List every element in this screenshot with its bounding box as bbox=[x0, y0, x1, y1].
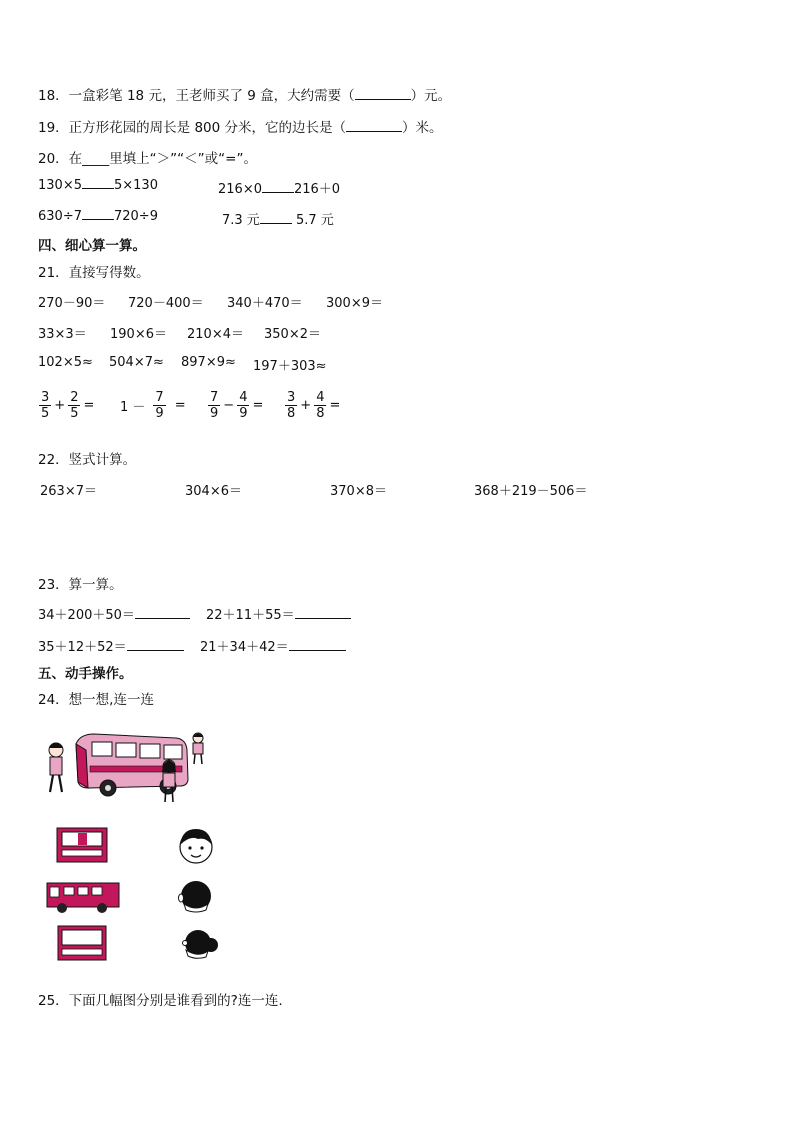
equals-sign: = bbox=[329, 398, 341, 413]
compare-left: 630÷7 bbox=[38, 209, 82, 224]
compare-right: 216＋0 bbox=[293, 182, 341, 197]
calc-expression: 21＋34＋42＝ bbox=[200, 640, 289, 655]
calc-expression: 35＋12＋52＝ bbox=[38, 640, 127, 655]
calc-item: 33×3＝ bbox=[38, 327, 87, 342]
calc-item bbox=[38, 636, 184, 655]
section-4-heading: 四、细心算一算。 bbox=[38, 238, 146, 254]
bus-side-view-icon[interactable] bbox=[46, 880, 120, 916]
calc-item: 340＋470＝ bbox=[227, 296, 303, 311]
q19-answer-blank[interactable] bbox=[346, 131, 402, 132]
calc-expression: 34＋200＋50＝ bbox=[38, 608, 135, 623]
calc-item bbox=[38, 604, 190, 623]
compare-item bbox=[38, 209, 158, 224]
compare-left: 216×0 bbox=[218, 182, 262, 197]
calc-item: 210×4＝ bbox=[187, 327, 244, 342]
compare-blank[interactable] bbox=[82, 188, 114, 189]
q19-text-post: ）米。 bbox=[402, 120, 443, 136]
fraction: $\frac{7}{9}$ bbox=[155, 390, 164, 421]
fraction: $\frac{7}{9}$ bbox=[210, 390, 219, 421]
compare-item bbox=[222, 209, 334, 228]
operator: + bbox=[300, 398, 312, 413]
q19-text-pre: 19．正方形花园的周长是 800 分米，它的边长是（ bbox=[38, 120, 347, 136]
operator: − bbox=[223, 398, 235, 413]
question-23-title: 23．算一算。 bbox=[38, 577, 123, 593]
compare-item bbox=[218, 178, 340, 197]
answer-blank[interactable] bbox=[295, 618, 351, 619]
calc-item: 897×9≈ bbox=[181, 355, 236, 370]
q18-answer-blank[interactable] bbox=[355, 99, 411, 100]
boy-head-back-icon[interactable] bbox=[176, 876, 216, 914]
compare-right: 720÷9 bbox=[113, 209, 158, 224]
equals-sign: = bbox=[83, 398, 95, 413]
calc-item: 190×6＝ bbox=[110, 327, 167, 342]
fraction-expression bbox=[207, 390, 263, 421]
fraction: $\frac{2}{5}$ bbox=[70, 390, 79, 421]
question-22-title: 22．竖式计算。 bbox=[38, 452, 137, 468]
calc-item: 720－400＝ bbox=[128, 296, 204, 311]
calc-item: 300×9＝ bbox=[326, 296, 383, 311]
equals-sign: = bbox=[252, 398, 264, 413]
calc-item bbox=[200, 636, 346, 655]
fraction-expression bbox=[284, 390, 340, 421]
fraction: $\frac{3}{5}$ bbox=[41, 390, 50, 421]
fraction: $\frac{3}{8}$ bbox=[287, 390, 296, 421]
calc-item: 197＋303≈ bbox=[253, 359, 327, 374]
section-5-heading: 五、动手操作。 bbox=[38, 666, 133, 682]
question-18 bbox=[38, 84, 451, 104]
girl-head-back-icon[interactable] bbox=[178, 925, 220, 961]
calc-item: 350×2＝ bbox=[264, 327, 321, 342]
question-25-title: 25．下面几幅图分别是谁看到的?连一连. bbox=[38, 993, 283, 1009]
compare-right: 5×130 bbox=[113, 178, 158, 193]
compare-item bbox=[38, 178, 158, 193]
compare-left: 130×5 bbox=[38, 178, 82, 193]
bus-front-view-icon[interactable] bbox=[56, 827, 108, 865]
vertical-calc-item: 263×7＝ bbox=[40, 484, 97, 499]
question-24-title: 24．想一想,连一连 bbox=[38, 692, 154, 708]
q18-text-post: ）元。 bbox=[410, 88, 452, 104]
compare-blank[interactable] bbox=[82, 219, 114, 220]
calc-expression: 22＋11＋55＝ bbox=[206, 608, 295, 623]
question-21-title: 21．直接写得数。 bbox=[38, 265, 150, 281]
compare-blank[interactable] bbox=[262, 192, 294, 193]
calc-item bbox=[206, 604, 351, 623]
question-20-title: 20．在____里填上“＞”“＜”或“=”。 bbox=[38, 151, 257, 167]
vertical-calc-item: 304×6＝ bbox=[185, 484, 242, 499]
answer-blank[interactable] bbox=[127, 650, 184, 651]
calc-item: 270－90＝ bbox=[38, 296, 106, 311]
compare-blank[interactable] bbox=[260, 223, 292, 224]
calc-item: 504×7≈ bbox=[109, 355, 164, 370]
compare-left: 7.3 元 bbox=[222, 213, 260, 228]
bus-back-view-icon[interactable] bbox=[57, 925, 107, 963]
whole-number: 1 － bbox=[120, 400, 146, 415]
fraction-expression bbox=[120, 390, 186, 421]
answer-blank[interactable] bbox=[289, 650, 346, 651]
equals-sign: = bbox=[174, 398, 186, 413]
operator: + bbox=[54, 398, 66, 413]
boy-face-front-icon[interactable] bbox=[176, 825, 216, 865]
fraction-expression bbox=[38, 390, 94, 421]
answer-blank[interactable] bbox=[135, 618, 190, 619]
vertical-calc-item: 368＋219－506＝ bbox=[474, 484, 588, 499]
compare-right: 5.7 元 bbox=[291, 213, 334, 228]
fraction: $\frac{4}{8}$ bbox=[316, 390, 325, 421]
bus-scene-illustration bbox=[36, 728, 216, 806]
calc-item: 102×5≈ bbox=[38, 355, 93, 370]
q18-text-pre: 18．一盒彩笔 18 元，王老师买了 9 盒，大约需要（ bbox=[38, 88, 355, 104]
vertical-calc-item: 370×8＝ bbox=[330, 484, 387, 499]
question-19 bbox=[38, 116, 443, 136]
fraction: $\frac{4}{9}$ bbox=[239, 390, 248, 421]
